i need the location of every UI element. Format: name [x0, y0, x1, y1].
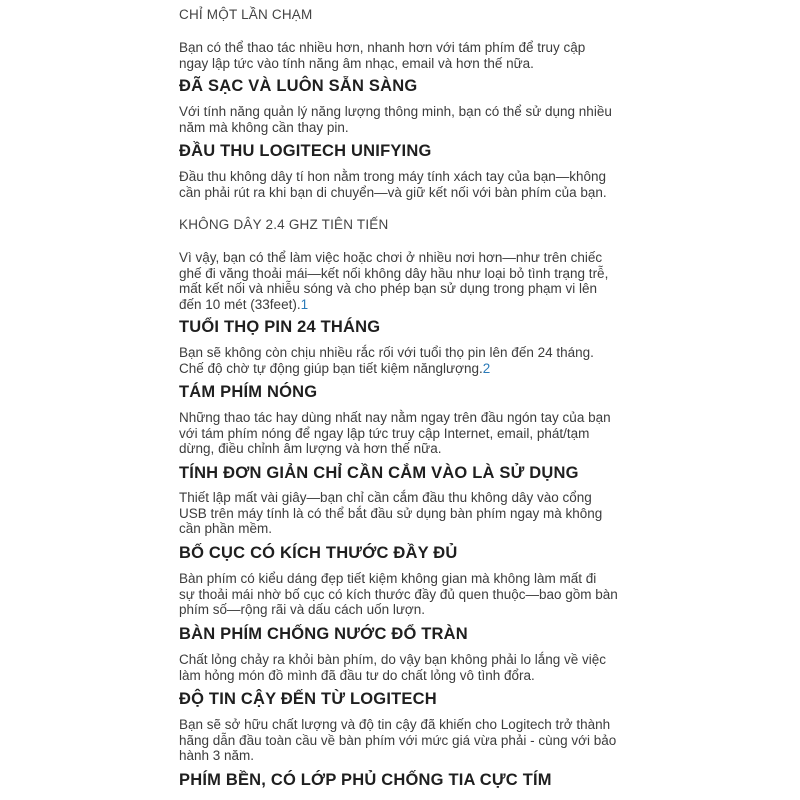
paragraph-line: Thiết lập mất vài giây—bạn chỉ cần cắm đầu thu không dây vào cổng: [179, 490, 592, 505]
paragraph-line: hành 3 năm.: [179, 748, 255, 763]
section-paragraph: [179, 410, 611, 457]
paragraph-line: cần phần mềm.: [179, 521, 273, 536]
paragraph-line: phím số—rộng rãi và dấu cách uốn lượn.: [179, 602, 426, 617]
paragraph-line: mất kết nối và nhiễu sóng và cho phép bạn sử dụng trong phạm vi lên: [179, 281, 598, 296]
section-heading: TÍNH ĐƠN GIẢN CHỈ CẦN CẮM VÀO LÀ SỬ DỤNG: [179, 464, 579, 482]
paragraph-line: Vì vậy, bạn có thể làm việc hoặc chơi ở nhiều nơi hơn—như trên chiếc: [179, 250, 603, 265]
paragraph-line: [179, 361, 594, 377]
paragraph-line: Với tính năng quản lý năng lượng thông minh, bạn có thể sử dụng nhiều: [179, 104, 612, 119]
paragraph-line: dừng, điều chỉnh âm lượng và hơn thế nữa.: [179, 441, 442, 456]
paragraph-line: [179, 297, 608, 313]
section-paragraph: [179, 169, 607, 200]
section-paragraph: [179, 104, 612, 135]
paragraph-line: với tám phím nóng để ngay lập tức truy cập Internet, email, phát/tạm: [179, 425, 590, 441]
section-heading: ĐỘ TIN CẬY ĐẾN TỪ LOGITECH: [179, 690, 437, 708]
paragraph-line: hãng dẫn đầu toàn cầu về bàn phím với mức giá vừa phải - cùng với bảo: [179, 732, 617, 748]
paragraph-line: Những thao tác hay dùng nhất nay nằm ngay trên đầu ngón tay của bạn: [179, 410, 611, 425]
paragraph-line-text: Chế độ chờ tự động giúp bạn tiết kiệm nănglượng.: [179, 360, 483, 376]
section-heading: TUỔI THỌ PIN 24 THÁNG: [179, 318, 381, 336]
section-paragraph: [179, 345, 594, 376]
paragraph-line: cần phải rút ra khi bạn di chuyển—và giữ kết nối với bàn phím của bạn.: [179, 184, 607, 200]
section-paragraph: [179, 40, 585, 71]
section-subheading: KHÔNG DÂY 2.4 GHZ TIÊN TIẾN: [179, 217, 389, 232]
paragraph-line: năm mà không cần thay pin.: [179, 119, 349, 135]
section-heading: BÀN PHÍM CHỐNG NƯỚC ĐỔ TRÀN: [179, 625, 468, 643]
section-subheading: CHỈ MỘT LẦN CHẠM: [179, 7, 313, 22]
footnote-marker[interactable]: 2: [482, 360, 491, 376]
paragraph-line-text: đến 10 mét (33feet).: [179, 296, 301, 312]
paragraph-line: Đầu thu không dây tí hon nằm trong máy tính xách tay của bạn—không: [179, 169, 607, 184]
section-heading: TÁM PHÍM NÓNG: [179, 383, 318, 401]
section-paragraph: [179, 717, 616, 764]
section-heading: ĐẦU THU LOGITECH UNIFYING: [179, 142, 432, 160]
section-heading: PHÍM BỀN, CÓ LỚP PHỦ CHỐNG TIA CỰC TÍM: [179, 771, 552, 789]
paragraph-line: làm hỏng món đồ mình đã đầu tư do chất lỏng vô tình đổra.: [179, 667, 535, 683]
paragraph-line: USB trên máy tính là có thể bắt đầu sử dụng bàn phím ngay mà không: [179, 505, 603, 521]
paragraph-line: ngay lập tức vào tính năng âm nhạc, email và hơn thế nữa.: [179, 55, 534, 71]
section-heading: ĐÃ SẠC VÀ LUÔN SẴN SÀNG: [179, 77, 418, 95]
section-paragraph: [179, 571, 618, 618]
section-paragraph: [179, 652, 606, 683]
paragraph-line: Bàn phím có kiểu dáng đẹp tiết kiệm không gian mà không làm mất đi: [179, 571, 597, 586]
paragraph-line: Chất lỏng chảy ra khỏi bàn phím, do vậy bạn không phải lo lắng về việc: [179, 652, 607, 667]
footnote-marker[interactable]: 1: [300, 296, 309, 312]
paragraph-line: Bạn có thể thao tác nhiều hơn, nhanh hơn với tám phím để truy cập: [179, 40, 586, 55]
paragraph-line: ghế đi văng thoải mái—kết nối không dây hầu như loại bỏ tình trạng trễ,: [179, 265, 609, 281]
section-heading: BỐ CỤC CÓ KÍCH THƯỚC ĐẦY ĐỦ: [179, 544, 458, 562]
section-paragraph: [179, 250, 608, 312]
section-paragraph: [179, 490, 602, 537]
paragraph-line: Bạn sẽ không còn chịu nhiều rắc rối với tuổi thọ pin lên đến 24 tháng.: [179, 345, 594, 360]
paragraph-line: sự thoải mái nhờ bố cục có kích thước đầy đủ quen thuộc—bao gồm bàn: [179, 586, 618, 602]
paragraph-line: Bạn sẽ sở hữu chất lượng và độ tin cậy đã khiến cho Logitech trở thành: [179, 717, 611, 732]
